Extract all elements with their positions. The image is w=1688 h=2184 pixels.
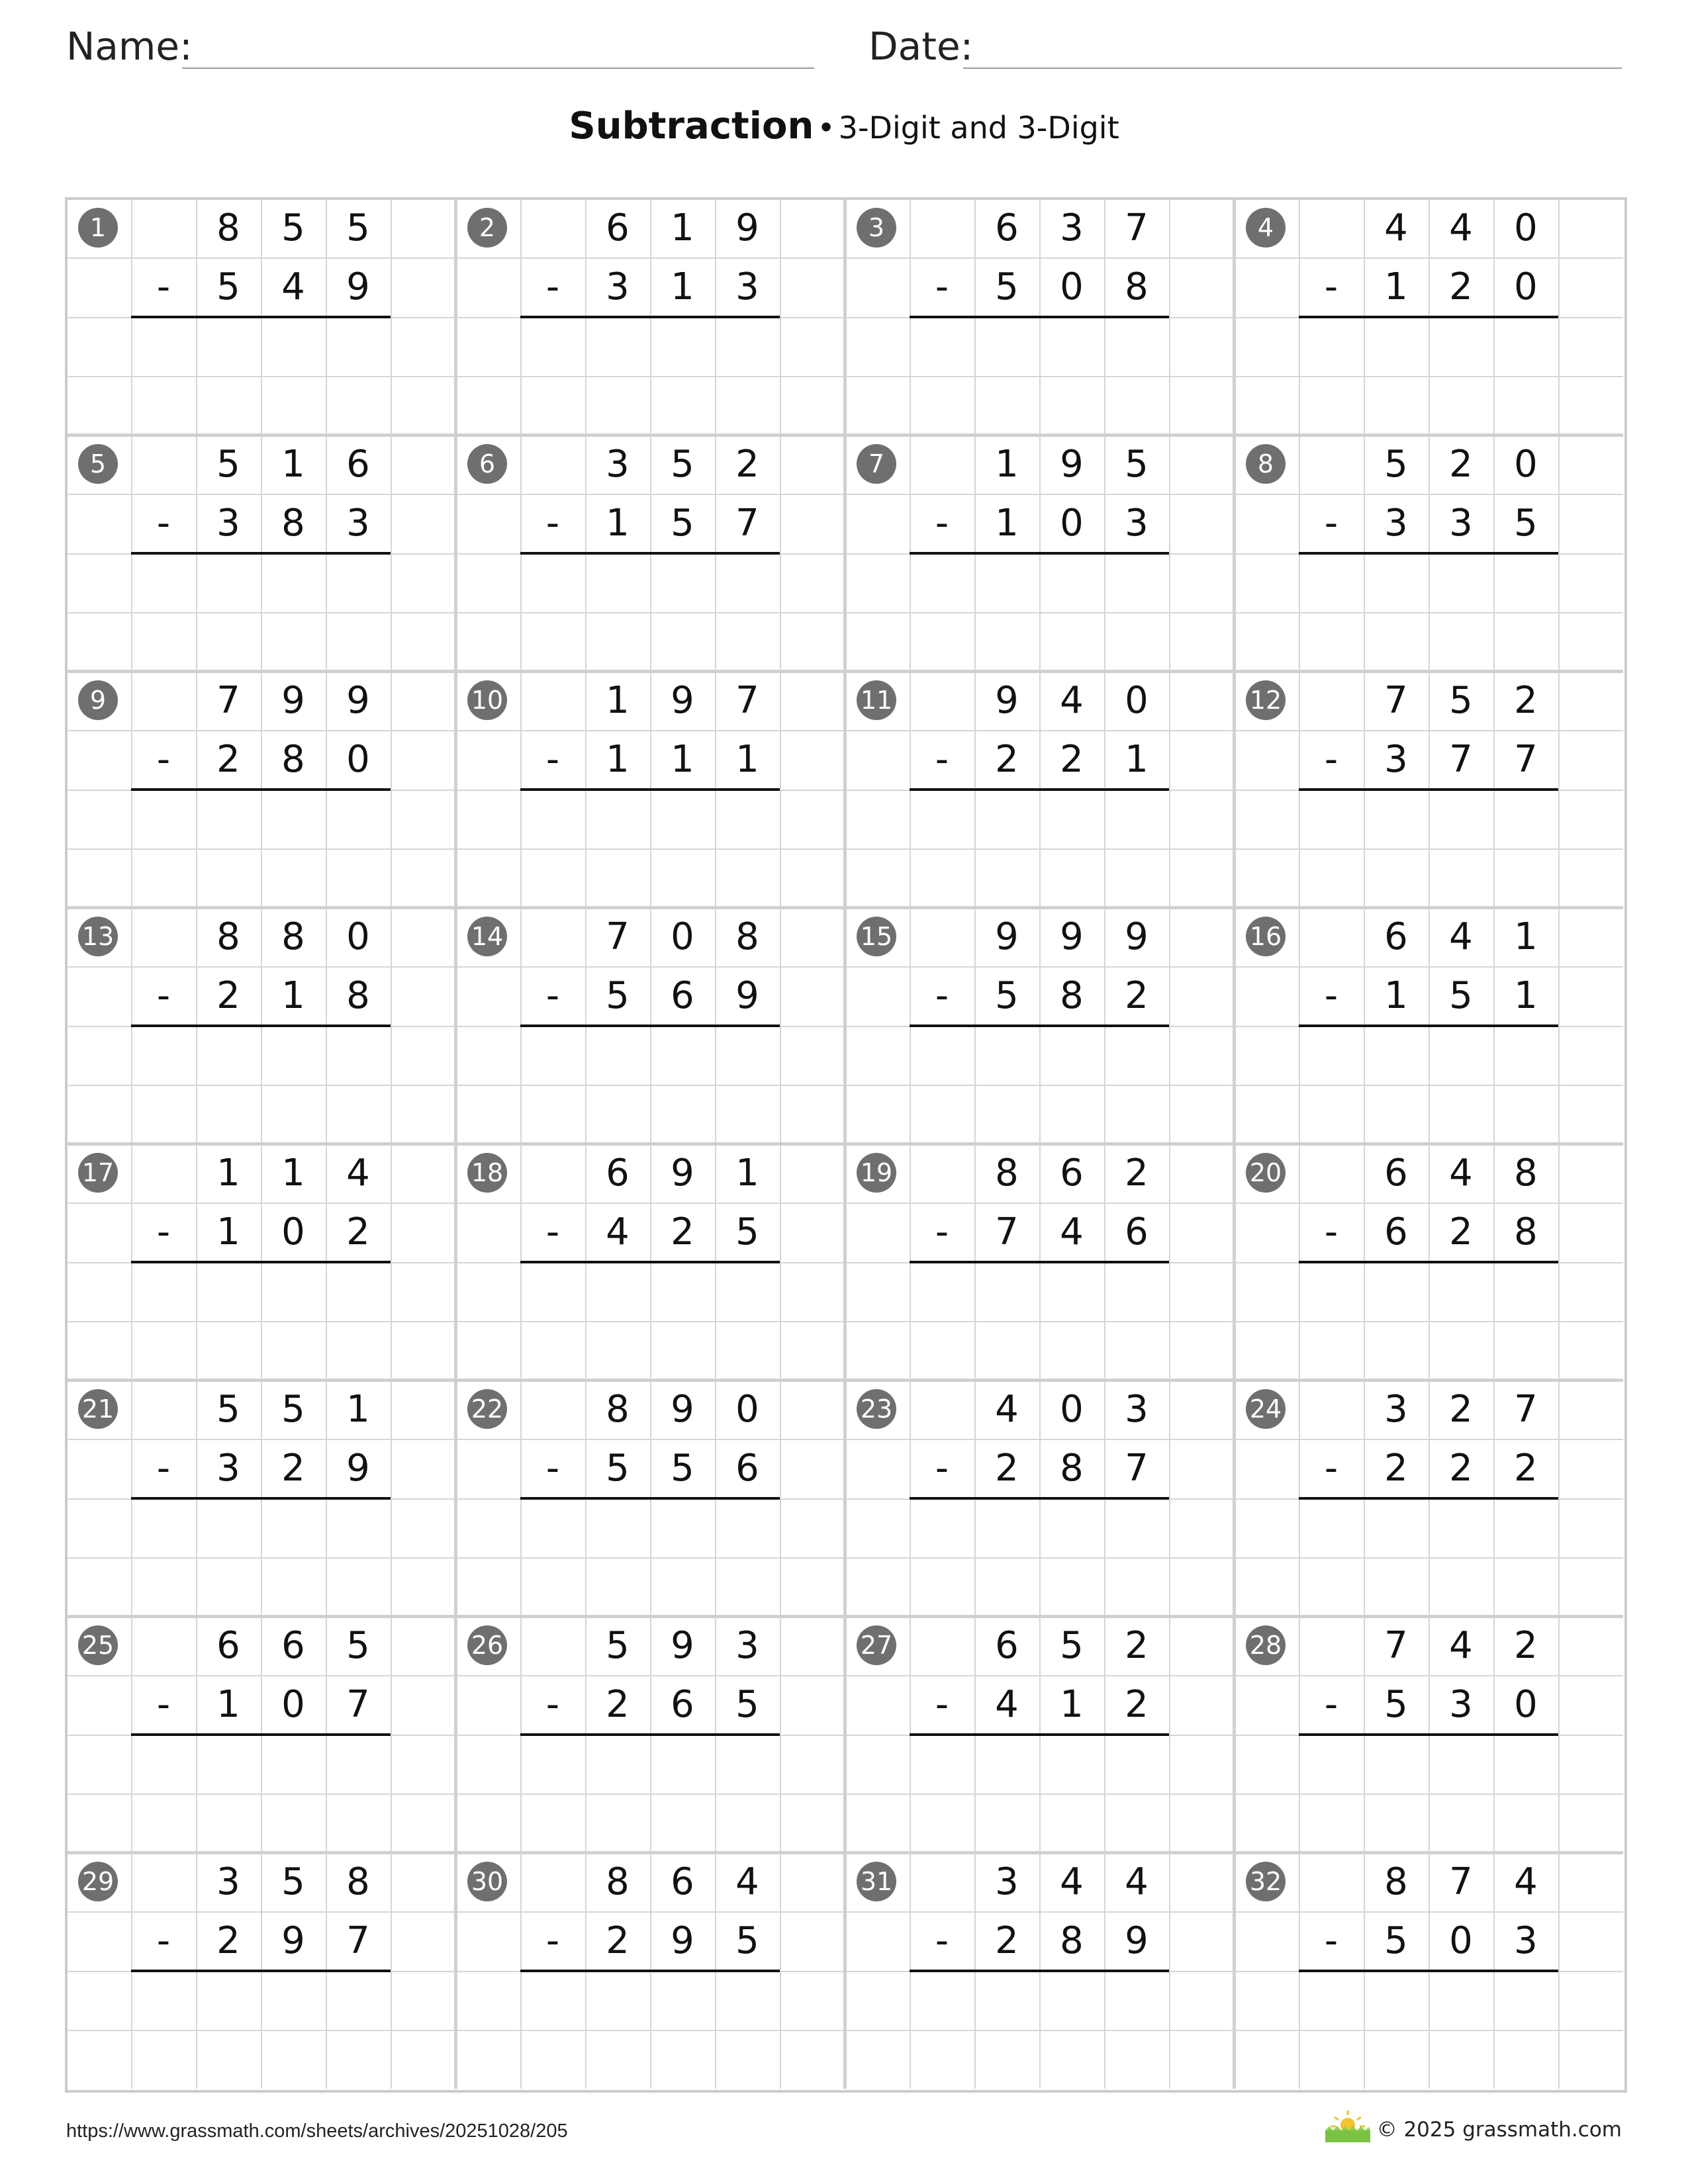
minus-sign: - bbox=[935, 738, 949, 782]
minuend-digit: 2 bbox=[1514, 1624, 1538, 1668]
minuend-digit: 6 bbox=[606, 1152, 630, 1195]
minuend-digit: 2 bbox=[1125, 1152, 1149, 1195]
title-sub: 3-Digit and 3-Digit bbox=[838, 110, 1119, 146]
problem-number-badge: 17 bbox=[78, 1153, 118, 1193]
subtrahend-digit: 2 bbox=[1384, 1447, 1408, 1490]
problem-number-badge: 16 bbox=[1246, 917, 1286, 956]
subtrahend-digit: 2 bbox=[1449, 265, 1473, 309]
date-label: Date: bbox=[868, 24, 974, 69]
subtrahend-digit: 0 bbox=[1060, 502, 1084, 545]
minuend-digit: 8 bbox=[606, 1860, 630, 1904]
minuend-digit: 4 bbox=[1449, 1624, 1473, 1668]
problem-number-badge: 19 bbox=[857, 1153, 896, 1193]
minuend-digit: 0 bbox=[1060, 1388, 1084, 1432]
subtrahend-digit: 3 bbox=[216, 1447, 240, 1490]
problem-number-badge: 21 bbox=[78, 1389, 118, 1429]
minuend-digit: 8 bbox=[216, 206, 240, 250]
problem-number-badge: 29 bbox=[78, 1862, 118, 1901]
problem-number-badge: 10 bbox=[467, 680, 507, 720]
minuend-digit: 3 bbox=[216, 1860, 240, 1904]
subtrahend-digit: 3 bbox=[1384, 502, 1408, 545]
subtrahend-digit: 8 bbox=[281, 502, 305, 545]
subtrahend-digit: 1 bbox=[1514, 974, 1538, 1018]
subtrahend-digit: 8 bbox=[1060, 1919, 1084, 1963]
problem-number-badge: 7 bbox=[857, 444, 896, 484]
minus-sign: - bbox=[156, 1683, 171, 1727]
minuend-digit: 6 bbox=[1384, 1152, 1408, 1195]
minuend-digit: 8 bbox=[216, 915, 240, 959]
subtrahend-digit: 2 bbox=[1514, 1447, 1538, 1490]
subtrahend-digit: 5 bbox=[606, 974, 630, 1018]
minuend-digit: 4 bbox=[346, 1152, 370, 1195]
minus-sign: - bbox=[935, 1683, 949, 1727]
date-write-line[interactable] bbox=[963, 68, 1622, 69]
minuend-digit: 1 bbox=[281, 443, 305, 486]
problem-number-badge: 31 bbox=[857, 1862, 896, 1901]
subtrahend-digit: 0 bbox=[281, 1210, 305, 1254]
subtrahend-digit: 4 bbox=[281, 265, 305, 309]
minuend-digit: 3 bbox=[735, 1624, 759, 1668]
minuend-digit: 9 bbox=[281, 679, 305, 723]
minuend-digit: 4 bbox=[1384, 206, 1408, 250]
minuend-digit: 5 bbox=[1449, 679, 1473, 723]
problem-number-badge: 32 bbox=[1246, 1862, 1286, 1901]
minuend-digit: 4 bbox=[995, 1388, 1019, 1432]
minus-sign: - bbox=[1324, 265, 1338, 309]
page-title bbox=[0, 105, 1688, 148]
minuend-digit: 0 bbox=[735, 1388, 759, 1432]
minus-sign: - bbox=[156, 974, 171, 1018]
problem-number-badge: 6 bbox=[467, 444, 507, 484]
minus-sign: - bbox=[545, 974, 560, 1018]
subtrahend-digit: 5 bbox=[735, 1919, 759, 1963]
minus-sign: - bbox=[935, 974, 949, 1018]
subtrahend-digit: 2 bbox=[606, 1683, 630, 1727]
subtrahend-digit: 5 bbox=[995, 265, 1019, 309]
subtrahend-digit: 5 bbox=[216, 265, 240, 309]
subtrahend-digit: 1 bbox=[216, 1210, 240, 1254]
subtrahend-digit: 7 bbox=[346, 1683, 370, 1727]
problem-number-badge: 18 bbox=[467, 1153, 507, 1193]
minuend-digit: 7 bbox=[1384, 679, 1408, 723]
minuend-digit: 7 bbox=[606, 915, 630, 959]
footer-copyright: © 2025 grassmath.com bbox=[1376, 2118, 1622, 2142]
subtrahend-digit: 6 bbox=[735, 1447, 759, 1490]
problem-number-badge: 1 bbox=[78, 208, 118, 248]
subtrahend-digit: 7 bbox=[1514, 738, 1538, 782]
problem-number-badge: 20 bbox=[1246, 1153, 1286, 1193]
minuend-digit: 0 bbox=[671, 915, 694, 959]
minuend-digit: 9 bbox=[995, 679, 1019, 723]
minuend-digit: 9 bbox=[346, 679, 370, 723]
subtrahend-digit: 0 bbox=[1514, 1683, 1538, 1727]
minuend-digit: 8 bbox=[346, 1860, 370, 1904]
minuend-digit: 5 bbox=[1384, 443, 1408, 486]
minus-sign: - bbox=[935, 1210, 949, 1254]
subtrahend-digit: 8 bbox=[346, 974, 370, 1018]
minuend-digit: 9 bbox=[1060, 443, 1084, 486]
minus-sign: - bbox=[156, 502, 171, 545]
problem-number-badge: 15 bbox=[857, 917, 896, 956]
problem-number-badge: 9 bbox=[78, 680, 118, 720]
problem-number-badge: 23 bbox=[857, 1389, 896, 1429]
minuend-digit: 7 bbox=[1449, 1860, 1473, 1904]
minuend-digit: 9 bbox=[1125, 915, 1149, 959]
problem-number-badge: 30 bbox=[467, 1862, 507, 1901]
minuend-digit: 6 bbox=[1384, 915, 1408, 959]
minuend-digit: 5 bbox=[216, 443, 240, 486]
problem-number-badge: 26 bbox=[467, 1625, 507, 1665]
minuend-digit: 9 bbox=[671, 1388, 694, 1432]
subtrahend-digit: 3 bbox=[1449, 502, 1473, 545]
minuend-digit: 1 bbox=[606, 679, 630, 723]
minuend-digit: 3 bbox=[606, 443, 630, 486]
subtrahend-digit: 1 bbox=[216, 1683, 240, 1727]
subtrahend-digit: 2 bbox=[1060, 738, 1084, 782]
subtrahend-digit: 7 bbox=[1125, 1447, 1149, 1490]
minuend-digit: 5 bbox=[346, 1624, 370, 1668]
subtrahend-digit: 1 bbox=[1125, 738, 1149, 782]
problem-grid bbox=[66, 199, 1623, 2089]
minuend-digit: 1 bbox=[281, 1152, 305, 1195]
problem-number-badge: 5 bbox=[78, 444, 118, 484]
subtrahend-digit: 0 bbox=[1060, 265, 1084, 309]
minuend-digit: 1 bbox=[1514, 915, 1538, 959]
minuend-digit: 4 bbox=[1449, 1152, 1473, 1195]
subtrahend-digit: 4 bbox=[1060, 1210, 1084, 1254]
problem-number-badge: 28 bbox=[1246, 1625, 1286, 1665]
subtrahend-digit: 8 bbox=[281, 738, 305, 782]
minuend-digit: 8 bbox=[735, 915, 759, 959]
minus-sign: - bbox=[1324, 974, 1338, 1018]
minus-sign: - bbox=[935, 502, 949, 545]
minuend-digit: 5 bbox=[281, 1388, 305, 1432]
subtrahend-digit: 2 bbox=[671, 1210, 694, 1254]
problem-number-badge: 24 bbox=[1246, 1389, 1286, 1429]
minuend-digit: 6 bbox=[216, 1624, 240, 1668]
minuend-digit: 8 bbox=[1514, 1152, 1538, 1195]
subtrahend-digit: 3 bbox=[606, 265, 630, 309]
minuend-digit: 7 bbox=[216, 679, 240, 723]
minuend-digit: 3 bbox=[1384, 1388, 1408, 1432]
minuend-digit: 1 bbox=[346, 1388, 370, 1432]
subtrahend-digit: 1 bbox=[671, 265, 694, 309]
subtrahend-digit: 9 bbox=[1125, 1919, 1149, 1963]
subtrahend-digit: 3 bbox=[1449, 1683, 1473, 1727]
subtrahend-digit: 5 bbox=[1514, 502, 1538, 545]
subtrahend-digit: 7 bbox=[995, 1210, 1019, 1254]
subtrahend-digit: 1 bbox=[281, 974, 305, 1018]
minuend-digit: 6 bbox=[606, 206, 630, 250]
minus-sign: - bbox=[156, 1447, 171, 1490]
name-write-line[interactable] bbox=[182, 68, 814, 69]
minuend-digit: 0 bbox=[346, 915, 370, 959]
subtrahend-digit: 4 bbox=[606, 1210, 630, 1254]
problem-number-badge: 11 bbox=[857, 680, 896, 720]
minus-sign: - bbox=[545, 1683, 560, 1727]
problem-number-badge: 13 bbox=[78, 917, 118, 956]
subtrahend-digit: 7 bbox=[346, 1919, 370, 1963]
subtrahend-digit: 0 bbox=[346, 738, 370, 782]
subtrahend-digit: 6 bbox=[671, 974, 694, 1018]
minuend-digit: 5 bbox=[1125, 443, 1149, 486]
minus-sign: - bbox=[1324, 1447, 1338, 1490]
minuend-digit: 7 bbox=[1125, 206, 1149, 250]
minus-sign: - bbox=[545, 1210, 560, 1254]
minuend-digit: 5 bbox=[216, 1388, 240, 1432]
subtrahend-digit: 1 bbox=[995, 502, 1019, 545]
minuend-digit: 4 bbox=[1125, 1860, 1149, 1904]
subtrahend-digit: 2 bbox=[346, 1210, 370, 1254]
minuend-digit: 4 bbox=[1060, 1860, 1084, 1904]
minuend-digit: 2 bbox=[1125, 1624, 1149, 1668]
minuend-digit: 5 bbox=[606, 1624, 630, 1668]
subtrahend-digit: 5 bbox=[735, 1683, 759, 1727]
minuend-digit: 2 bbox=[735, 443, 759, 486]
subtrahend-digit: 8 bbox=[1514, 1210, 1538, 1254]
minus-sign: - bbox=[545, 1919, 560, 1963]
minuend-digit: 9 bbox=[671, 679, 694, 723]
minuend-digit: 1 bbox=[671, 206, 694, 250]
subtrahend-digit: 5 bbox=[995, 974, 1019, 1018]
subtrahend-digit: 2 bbox=[216, 974, 240, 1018]
subtrahend-digit: 2 bbox=[216, 1919, 240, 1963]
minuend-digit: 5 bbox=[281, 206, 305, 250]
subtrahend-digit: 2 bbox=[1449, 1210, 1473, 1254]
subtrahend-digit: 2 bbox=[281, 1447, 305, 1490]
subtrahend-digit: 7 bbox=[735, 502, 759, 545]
subtrahend-digit: 5 bbox=[1449, 974, 1473, 1018]
subtrahend-digit: 2 bbox=[1449, 1447, 1473, 1490]
minuend-digit: 9 bbox=[995, 915, 1019, 959]
subtrahend-digit: 2 bbox=[1125, 974, 1149, 1018]
minuend-digit: 3 bbox=[995, 1860, 1019, 1904]
minus-sign: - bbox=[156, 1210, 171, 1254]
subtrahend-digit: 3 bbox=[1384, 738, 1408, 782]
subtrahend-digit: 2 bbox=[606, 1919, 630, 1963]
subtrahend-digit: 6 bbox=[671, 1683, 694, 1727]
minuend-digit: 8 bbox=[1384, 1860, 1408, 1904]
subtrahend-digit: 1 bbox=[671, 738, 694, 782]
problem-number-badge: 4 bbox=[1246, 208, 1286, 248]
subtrahend-digit: 2 bbox=[995, 1447, 1019, 1490]
minus-sign: - bbox=[935, 1447, 949, 1490]
subtrahend-digit: 9 bbox=[346, 265, 370, 309]
minus-sign: - bbox=[545, 738, 560, 782]
name-label: Name: bbox=[66, 24, 193, 69]
subtrahend-digit: 6 bbox=[1125, 1210, 1149, 1254]
minuend-digit: 8 bbox=[281, 915, 305, 959]
minuend-digit: 2 bbox=[1514, 679, 1538, 723]
minuend-digit: 1 bbox=[995, 443, 1019, 486]
minuend-digit: 6 bbox=[346, 443, 370, 486]
subtrahend-digit: 0 bbox=[1449, 1919, 1473, 1963]
problem-number-badge: 14 bbox=[467, 917, 507, 956]
minuend-digit: 5 bbox=[346, 206, 370, 250]
minuend-digit: 1 bbox=[216, 1152, 240, 1195]
subtrahend-digit: 4 bbox=[995, 1683, 1019, 1727]
subtrahend-digit: 2 bbox=[1125, 1683, 1149, 1727]
minus-sign: - bbox=[1324, 502, 1338, 545]
subtrahend-digit: 3 bbox=[1514, 1919, 1538, 1963]
minuend-digit: 4 bbox=[1514, 1860, 1538, 1904]
minuend-digit: 2 bbox=[1449, 1388, 1473, 1432]
minus-sign: - bbox=[545, 265, 560, 309]
problem-number-badge: 25 bbox=[78, 1625, 118, 1665]
minus-sign: - bbox=[1324, 1210, 1338, 1254]
subtrahend-digit: 1 bbox=[1384, 265, 1408, 309]
subtrahend-digit: 1 bbox=[735, 738, 759, 782]
minuend-digit: 8 bbox=[995, 1152, 1019, 1195]
minuend-digit: 9 bbox=[735, 206, 759, 250]
footer-url: https://www.grassmath.com/sheets/archives/20251028/205 bbox=[66, 2120, 568, 2142]
minuend-digit: 2 bbox=[1449, 443, 1473, 486]
minuend-digit: 5 bbox=[671, 443, 694, 486]
minuend-digit: 7 bbox=[735, 679, 759, 723]
minuend-digit: 4 bbox=[1060, 679, 1084, 723]
subtrahend-digit: 2 bbox=[995, 738, 1019, 782]
minuend-digit: 1 bbox=[735, 1152, 759, 1195]
subtrahend-digit: 5 bbox=[735, 1210, 759, 1254]
minuend-digit: 3 bbox=[1125, 1388, 1149, 1432]
minuend-digit: 7 bbox=[1514, 1388, 1538, 1432]
subtrahend-digit: 5 bbox=[671, 502, 694, 545]
subtrahend-digit: 2 bbox=[216, 738, 240, 782]
subtrahend-digit: 8 bbox=[1060, 974, 1084, 1018]
minuend-digit: 9 bbox=[1060, 915, 1084, 959]
title-separator: • bbox=[817, 110, 835, 146]
minuend-digit: 5 bbox=[1060, 1624, 1084, 1668]
minuend-digit: 5 bbox=[281, 1860, 305, 1904]
minus-sign: - bbox=[156, 738, 171, 782]
minus-sign: - bbox=[1324, 1919, 1338, 1963]
subtrahend-digit: 1 bbox=[606, 502, 630, 545]
subtrahend-digit: 7 bbox=[1449, 738, 1473, 782]
minuend-digit: 6 bbox=[995, 206, 1019, 250]
subtrahend-digit: 9 bbox=[346, 1447, 370, 1490]
subtrahend-digit: 1 bbox=[606, 738, 630, 782]
subtrahend-digit: 6 bbox=[1384, 1210, 1408, 1254]
problem-number-badge: 27 bbox=[857, 1625, 896, 1665]
minuend-digit: 9 bbox=[671, 1152, 694, 1195]
minuend-digit: 3 bbox=[1060, 206, 1084, 250]
subtrahend-digit: 5 bbox=[1384, 1919, 1408, 1963]
grid-border bbox=[65, 197, 1627, 2093]
subtrahend-digit: 3 bbox=[346, 502, 370, 545]
subtrahend-digit: 3 bbox=[735, 265, 759, 309]
minuend-digit: 4 bbox=[1449, 206, 1473, 250]
subtrahend-digit: 5 bbox=[671, 1447, 694, 1490]
minuend-digit: 0 bbox=[1514, 206, 1538, 250]
minus-sign: - bbox=[545, 502, 560, 545]
problem-number-badge: 3 bbox=[857, 208, 896, 248]
subtrahend-digit: 9 bbox=[735, 974, 759, 1018]
grass-sun-logo-icon bbox=[1324, 2108, 1372, 2144]
subtrahend-digit: 5 bbox=[606, 1447, 630, 1490]
minuend-digit: 4 bbox=[735, 1860, 759, 1904]
problem-number-badge: 2 bbox=[467, 208, 507, 248]
minuend-digit: 6 bbox=[995, 1624, 1019, 1668]
subtrahend-digit: 3 bbox=[1125, 502, 1149, 545]
subtrahend-digit: 1 bbox=[1384, 974, 1408, 1018]
subtrahend-digit: 2 bbox=[995, 1919, 1019, 1963]
problem-number-badge: 8 bbox=[1246, 444, 1286, 484]
problem-number-badge: 12 bbox=[1246, 680, 1286, 720]
problem-number-badge: 22 bbox=[467, 1389, 507, 1429]
minuend-digit: 6 bbox=[1060, 1152, 1084, 1195]
minuend-digit: 6 bbox=[281, 1624, 305, 1668]
minuend-digit: 0 bbox=[1125, 679, 1149, 723]
minus-sign: - bbox=[1324, 738, 1338, 782]
minus-sign: - bbox=[1324, 1683, 1338, 1727]
subtrahend-digit: 1 bbox=[1060, 1683, 1084, 1727]
subtrahend-digit: 8 bbox=[1060, 1447, 1084, 1490]
minus-sign: - bbox=[935, 265, 949, 309]
minuend-digit: 0 bbox=[1514, 443, 1538, 486]
subtrahend-digit: 5 bbox=[1384, 1683, 1408, 1727]
minuend-digit: 8 bbox=[606, 1388, 630, 1432]
minus-sign: - bbox=[935, 1919, 949, 1963]
minuend-digit: 7 bbox=[1384, 1624, 1408, 1668]
subtrahend-digit: 0 bbox=[1514, 265, 1538, 309]
subtrahend-digit: 3 bbox=[216, 502, 240, 545]
minus-sign: - bbox=[545, 1447, 560, 1490]
subtrahend-digit: 0 bbox=[281, 1683, 305, 1727]
subtrahend-digit: 9 bbox=[671, 1919, 694, 1963]
minuend-digit: 6 bbox=[671, 1860, 694, 1904]
subtrahend-digit: 8 bbox=[1125, 265, 1149, 309]
minuend-digit: 9 bbox=[671, 1624, 694, 1668]
title-main: Subtraction bbox=[569, 105, 814, 148]
minus-sign: - bbox=[156, 265, 171, 309]
minus-sign: - bbox=[156, 1919, 171, 1963]
minuend-digit: 4 bbox=[1449, 915, 1473, 959]
subtrahend-digit: 9 bbox=[281, 1919, 305, 1963]
